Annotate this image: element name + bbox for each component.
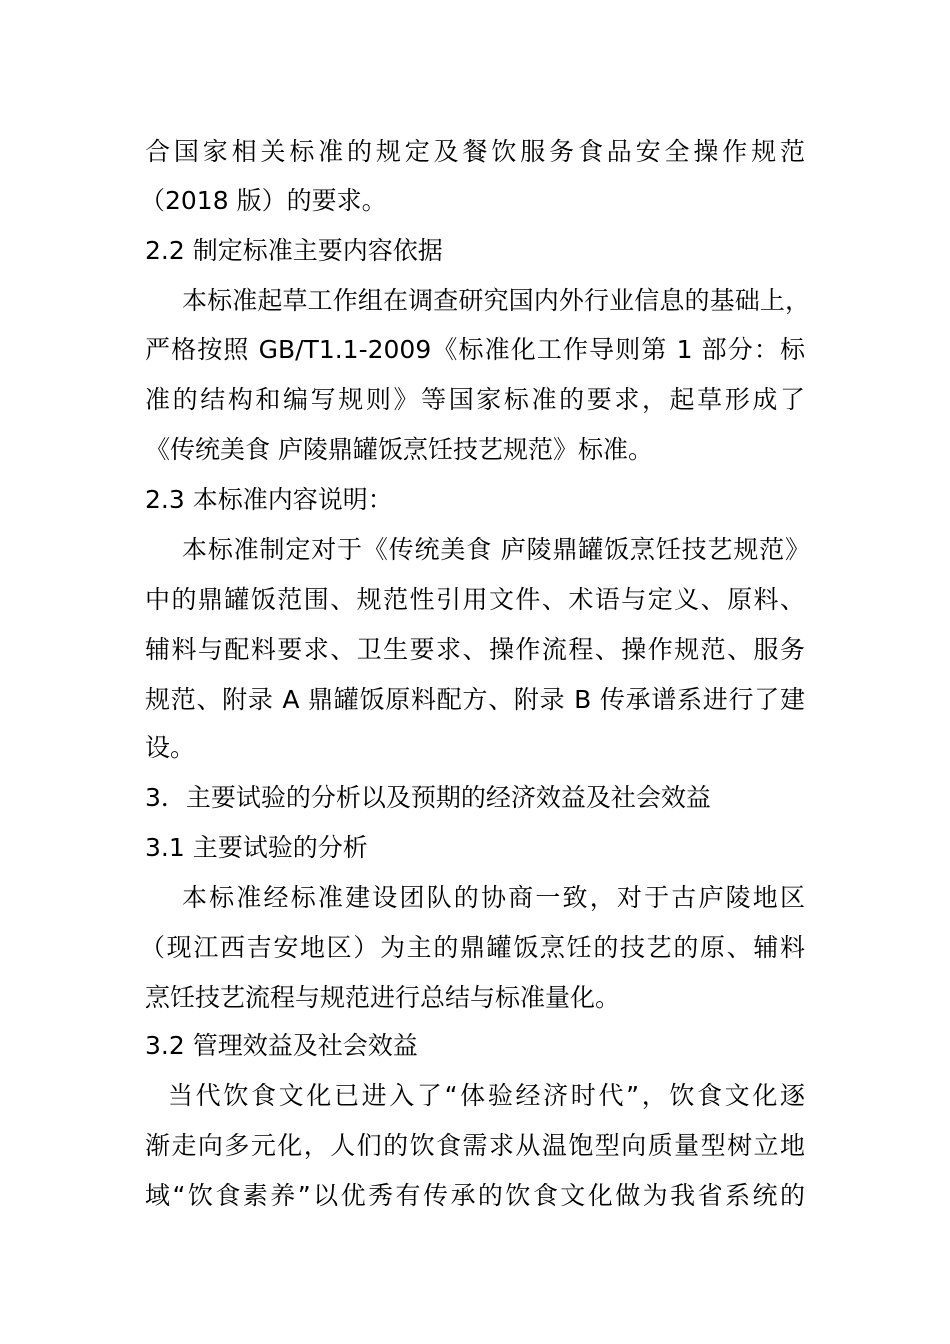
- body-text-line: 准的结构和编写规则》等国家标准的要求，起草形成了: [145, 385, 805, 414]
- body-text-line: （2018 版）的要求。: [140, 186, 387, 215]
- body-text-line: 严格按照 GB/T1.1-2009《标准化工作导则第 1 部分：标: [145, 335, 805, 364]
- section-heading-2-2: 2.2 制定标准主要内容依据: [145, 236, 443, 265]
- section-heading-2-3: 2.3 本标准内容说明：: [145, 485, 393, 514]
- body-text-line: 本标准经标准建设团队的协商一致，对于古庐陵地区: [182, 883, 805, 912]
- section-heading-3: 3．主要试验的分析以及预期的经济效益及社会效益: [145, 783, 711, 812]
- body-text-line: （现江西吉安地区）为主的鼎罐饭烹饪的技艺的原、辅料: [140, 933, 805, 962]
- body-text-line: 中的鼎罐饭范围、规范性引用文件、术语与定义、原料、: [145, 585, 805, 614]
- body-text-line: 规范、附录 A 鼎罐饭原料配方、附录 B 传承谱系进行了建: [145, 685, 805, 714]
- body-text-line: 渐走向多元化，人们的饮食需求从温饱型向质量型树立地: [145, 1131, 805, 1160]
- section-heading-3-1: 3.1 主要试验的分析: [145, 833, 368, 862]
- body-text-line: 本标准起草工作组在调查研究国内外行业信息的基础上，: [182, 286, 810, 315]
- body-text-line: 当代饮食文化已进入了“体验经济时代”，饮食文化逐: [168, 1081, 805, 1110]
- body-text-line: 辅料与配料要求、卫生要求、操作流程、操作规范、服务: [145, 635, 805, 664]
- body-text-line: 烹饪技艺流程与规范进行总结与标准量化。: [145, 983, 621, 1012]
- body-text-line: 本标准制定对于《传统美食 庐陵鼎罐饭烹饪技艺规范》: [182, 535, 810, 564]
- body-text-line: 设。: [145, 733, 196, 762]
- section-heading-3-2: 3.2 管理效益及社会效益: [145, 1031, 418, 1060]
- body-text-line: 《传统美食 庐陵鼎罐饭烹饪技艺规范》标准。: [145, 435, 653, 464]
- body-text-line: 域“饮食素养”以优秀有传承的饮食文化做为我省系统的: [145, 1181, 805, 1210]
- body-text-line: 合国家相关标准的规定及餐饮服务食品安全操作规范: [145, 137, 805, 166]
